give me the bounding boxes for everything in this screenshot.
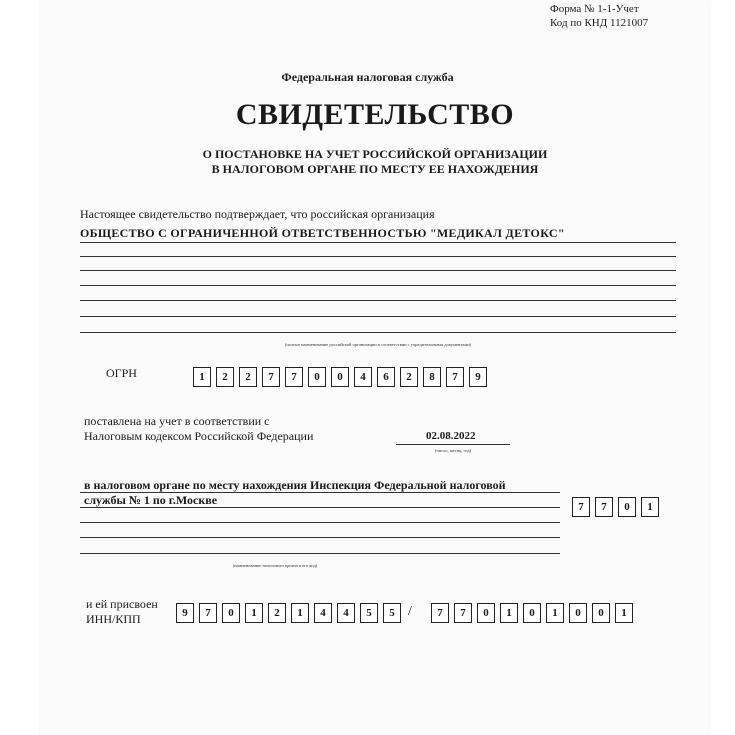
rule-line <box>80 300 676 301</box>
kpp-digit: 0 <box>477 603 495 623</box>
form-number <box>550 2 648 30</box>
tax-office-name <box>84 478 554 508</box>
kpp-digit: 0 <box>569 603 587 623</box>
kpp-digit: 1 <box>615 603 633 623</box>
rule-line <box>80 256 676 257</box>
inn-digit: 5 <box>383 603 401 623</box>
organization-name: ОБЩЕСТВО С ОГРАНИЧЕННОЙ ОТВЕТСТВЕННОСТЬЮ "МЕДИКАЛ ДЕТОКС" <box>80 226 565 240</box>
rule-line <box>80 270 676 271</box>
inn-digit: 2 <box>268 603 286 623</box>
date-caption: (число, месяц, год) <box>434 448 472 453</box>
subtitle-line-1: О ПОСТАНОВКЕ НА УЧЕТ РОССИЙСКОЙ ОРГАНИЗАЦИИ <box>202 147 548 161</box>
inn-kpp-separator: / <box>408 604 412 619</box>
inn-digit: 4 <box>314 603 332 623</box>
registration-line-1: поставлена на учет в соответствии с <box>84 414 270 428</box>
tax-code-digit: 7 <box>572 497 590 517</box>
ogrn-digit: 2 <box>400 367 418 387</box>
ogrn-digit: 0 <box>331 367 349 387</box>
kpp-digit: 0 <box>523 603 541 623</box>
inn-digit: 9 <box>176 603 194 623</box>
ogrn-digit: 6 <box>377 367 395 387</box>
rule-line <box>80 537 560 538</box>
ogrn-digit: 7 <box>446 367 464 387</box>
form-line-1: Форма № 1-1-Учет <box>550 3 639 15</box>
ogrn-label: ОГРН <box>106 366 137 380</box>
ogrn-digit: 1 <box>193 367 211 387</box>
rule-line <box>80 332 676 333</box>
tax-code-digit: 7 <box>595 497 613 517</box>
registration-line-2: Налоговым кодексом Российской Федерации <box>84 429 314 443</box>
form-line-2: Код по КНД 1121007 <box>550 17 649 29</box>
inn-kpp-label-line-1: и ей присвоен <box>86 597 158 611</box>
date-rule <box>396 444 510 445</box>
inn-digit: 0 <box>222 603 240 623</box>
registration-date: 02.08.2022 <box>426 430 476 442</box>
inn-digit: 1 <box>245 603 263 623</box>
tax-office-line-1: в налоговом органе по месту нахождения Инспекция Федеральной налоговой <box>84 478 506 492</box>
document-subtitle <box>0 147 735 177</box>
subtitle-line-2: В НАЛОГОВОМ ОРГАНЕ ПО МЕСТУ ЕЕ НАХОЖДЕНИЯ <box>211 162 539 176</box>
tax-code-digit: 0 <box>618 497 636 517</box>
rule-line <box>80 242 676 243</box>
kpp-digit: 1 <box>546 603 564 623</box>
rule-line <box>80 492 560 493</box>
tax-office-code-boxes <box>572 497 664 517</box>
ogrn-digit: 4 <box>354 367 372 387</box>
rule-line <box>80 507 560 508</box>
ogrn-digit: 7 <box>262 367 280 387</box>
agency-name: Федеральная налоговая служба <box>281 70 454 84</box>
ogrn-digit: 8 <box>423 367 441 387</box>
ogrn-digit: 2 <box>239 367 257 387</box>
intro-text: Настоящее свидетельство подтверждает, что российская организация <box>80 207 435 221</box>
ogrn-digit: 7 <box>285 367 303 387</box>
rule-line <box>80 316 676 317</box>
kpp-digit: 1 <box>500 603 518 623</box>
inn-boxes <box>176 603 406 623</box>
ogrn-boxes <box>193 367 492 387</box>
document-title: СВИДЕТЕЛЬСТВО <box>235 98 515 131</box>
inn-digit: 5 <box>360 603 378 623</box>
tax-code-digit: 1 <box>641 497 659 517</box>
kpp-digit: 0 <box>592 603 610 623</box>
inn-digit: 1 <box>291 603 309 623</box>
ogrn-digit: 2 <box>216 367 234 387</box>
inn-digit: 7 <box>199 603 217 623</box>
tax-office-caption: (наименование налогового органа и его код) <box>232 563 318 568</box>
tax-office-line-2: службы № 1 по г.Москве <box>84 493 218 507</box>
ogrn-digit: 9 <box>469 367 487 387</box>
kpp-digit: 7 <box>431 603 449 623</box>
inn-kpp-label-line-2: ИНН/КПП <box>86 612 141 626</box>
kpp-boxes <box>431 603 638 623</box>
rule-line <box>80 553 560 554</box>
ogrn-digit: 0 <box>308 367 326 387</box>
rule-line <box>80 285 676 286</box>
inn-digit: 4 <box>337 603 355 623</box>
inn-kpp-label <box>86 597 158 627</box>
org-name-caption: (полное наименование российской организации в соответствии с учредительными документами) <box>284 342 472 347</box>
rule-line <box>80 522 560 523</box>
kpp-digit: 7 <box>454 603 472 623</box>
